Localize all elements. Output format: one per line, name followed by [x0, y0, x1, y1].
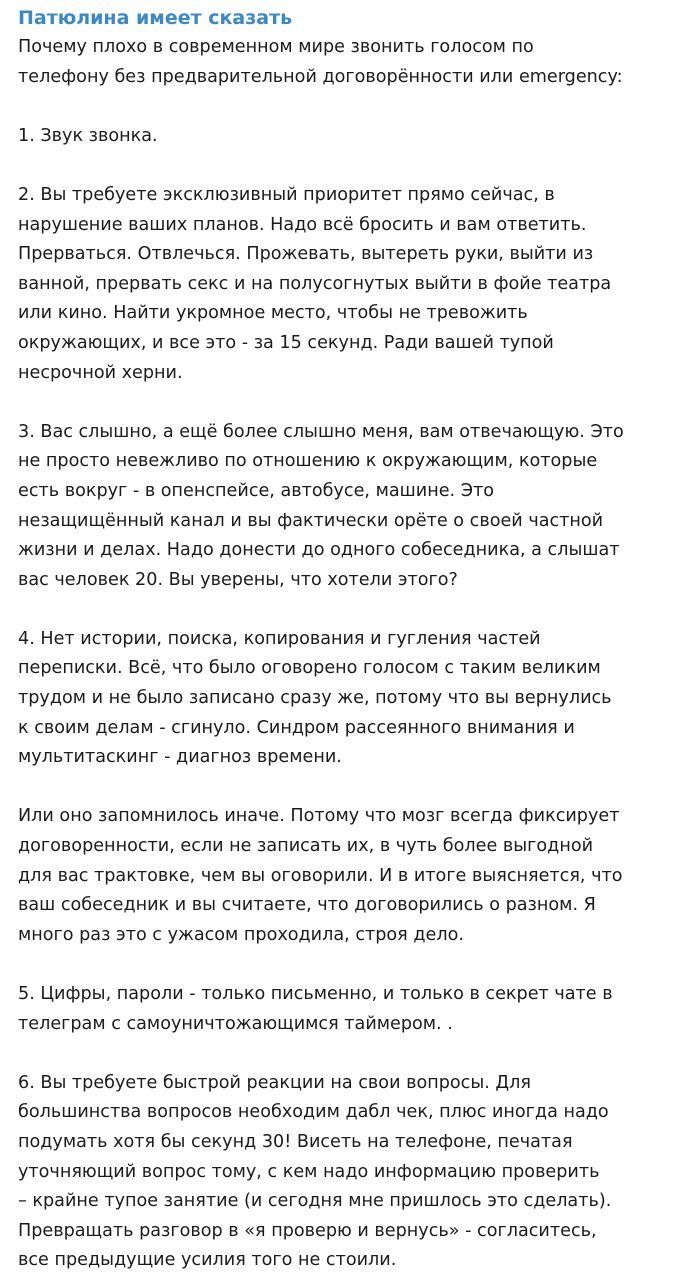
message-line: Или оно запомнилось иначе. Потому что мозг всегда фиксирует [18, 806, 620, 827]
paragraph-gap [18, 595, 682, 625]
message-line: 2. Вы требуете эксклюзивный приоритет прямо сейчас, в [18, 184, 555, 205]
message-line: 1. Звук звонка. [18, 125, 158, 146]
message-line: вас человек 20. Вы уверены, что хотели этого? [18, 569, 458, 590]
message-line: договоренности, если не записать их, в чуть более выгодной [18, 836, 594, 857]
message-line: телефону без предварительной договорённости или emergency: [18, 66, 623, 87]
message-line: ваш собеседник и вы считаете, что договорились о разном. Я [18, 895, 596, 916]
message-text [18, 33, 682, 1276]
message-line: ванной, прервать секс и на полусогнутых выйти в фойе театра [18, 273, 612, 294]
message-line: – крайне тупое занятие (и сегодня мне пришлось это сделать). [18, 1191, 612, 1212]
message-line: или кино. Найти укромное место, чтобы не тревожить [18, 303, 528, 324]
message-line: Превращать разговор в «я проверю и вернусь» - согласитесь, [18, 1220, 597, 1241]
paragraph-gap [18, 92, 682, 122]
message-line: 5. Цифры, пароли - только письменно, и только в секрет чате в [18, 984, 613, 1004]
message-line: есть вокруг - в опенспейсе, автобусе, машине. Это [18, 480, 495, 501]
message-line: несрочной херни. [18, 362, 183, 383]
message-line: к своим делам - сгинуло. Синдром рассеянного внимания и [18, 717, 575, 738]
message-line: большинства вопросов необходим дабл чек, плюс иногда надо [18, 1102, 609, 1123]
message-line: переписки. Всё, что было оговорено голосом с таким великим [18, 658, 601, 679]
message-line: уточняющий вопрос тому, с кем надо информацию проверить [18, 1161, 600, 1182]
message-line: Прерваться. Отвлечься. Прожевать, вытереть руки, выйти из [18, 244, 594, 265]
paragraph-gap [18, 773, 682, 803]
message-line: Почему плохо в современном мире звонить голосом по [18, 37, 534, 57]
paragraph-gap [18, 1039, 682, 1069]
message-line: незащищённый канал и вы фактически орёте о своей частной [18, 510, 604, 531]
message-line: окружающих, и все это - за 15 секунд. Ради вашей тупой [18, 332, 554, 353]
message-line: 3. Вас слышно, а ещё более слышно меня, вам отвечающую. Это [18, 421, 624, 442]
paragraph-gap [18, 950, 682, 980]
message-line: все предыдущие усилия того не стоили. [18, 1250, 397, 1271]
paragraph-gap [18, 151, 682, 181]
message-line: телеграм с самоуничтожающимся таймером. . [18, 1013, 453, 1034]
message-line: трудом и не было записано сразу же, потому что вы вернулись [18, 688, 612, 709]
paragraph-gap [18, 388, 682, 418]
message-bubble [18, 3, 682, 1276]
message-line: много раз это с ужасом проходила, строя дело. [18, 924, 464, 945]
message-line: подумать хотя бы секунд 30! Висеть на телефоне, печатая [18, 1131, 573, 1152]
message-line: 4. Нет истории, поиска, копирования и гугления частей [18, 628, 541, 649]
message-line: жизни и делах. Надо донести до одного собеседника, а слышат [18, 540, 620, 561]
sender-name[interactable]: Патюлина имеет сказать [18, 7, 293, 29]
message-line: для вас трактовке, чем вы оговорили. И в итоге выясняется, что [18, 865, 623, 886]
message-line: 6. Вы требуете быстрой реакции на свои вопросы. Для [18, 1072, 531, 1093]
message-line: мультитаскинг - диагноз времени. [18, 747, 342, 768]
message-line: нарушение ваших планов. Надо всё бросить и вам ответить. [18, 214, 587, 235]
message-line: не просто невежливо по отношению к окружающим, которые [18, 451, 598, 472]
